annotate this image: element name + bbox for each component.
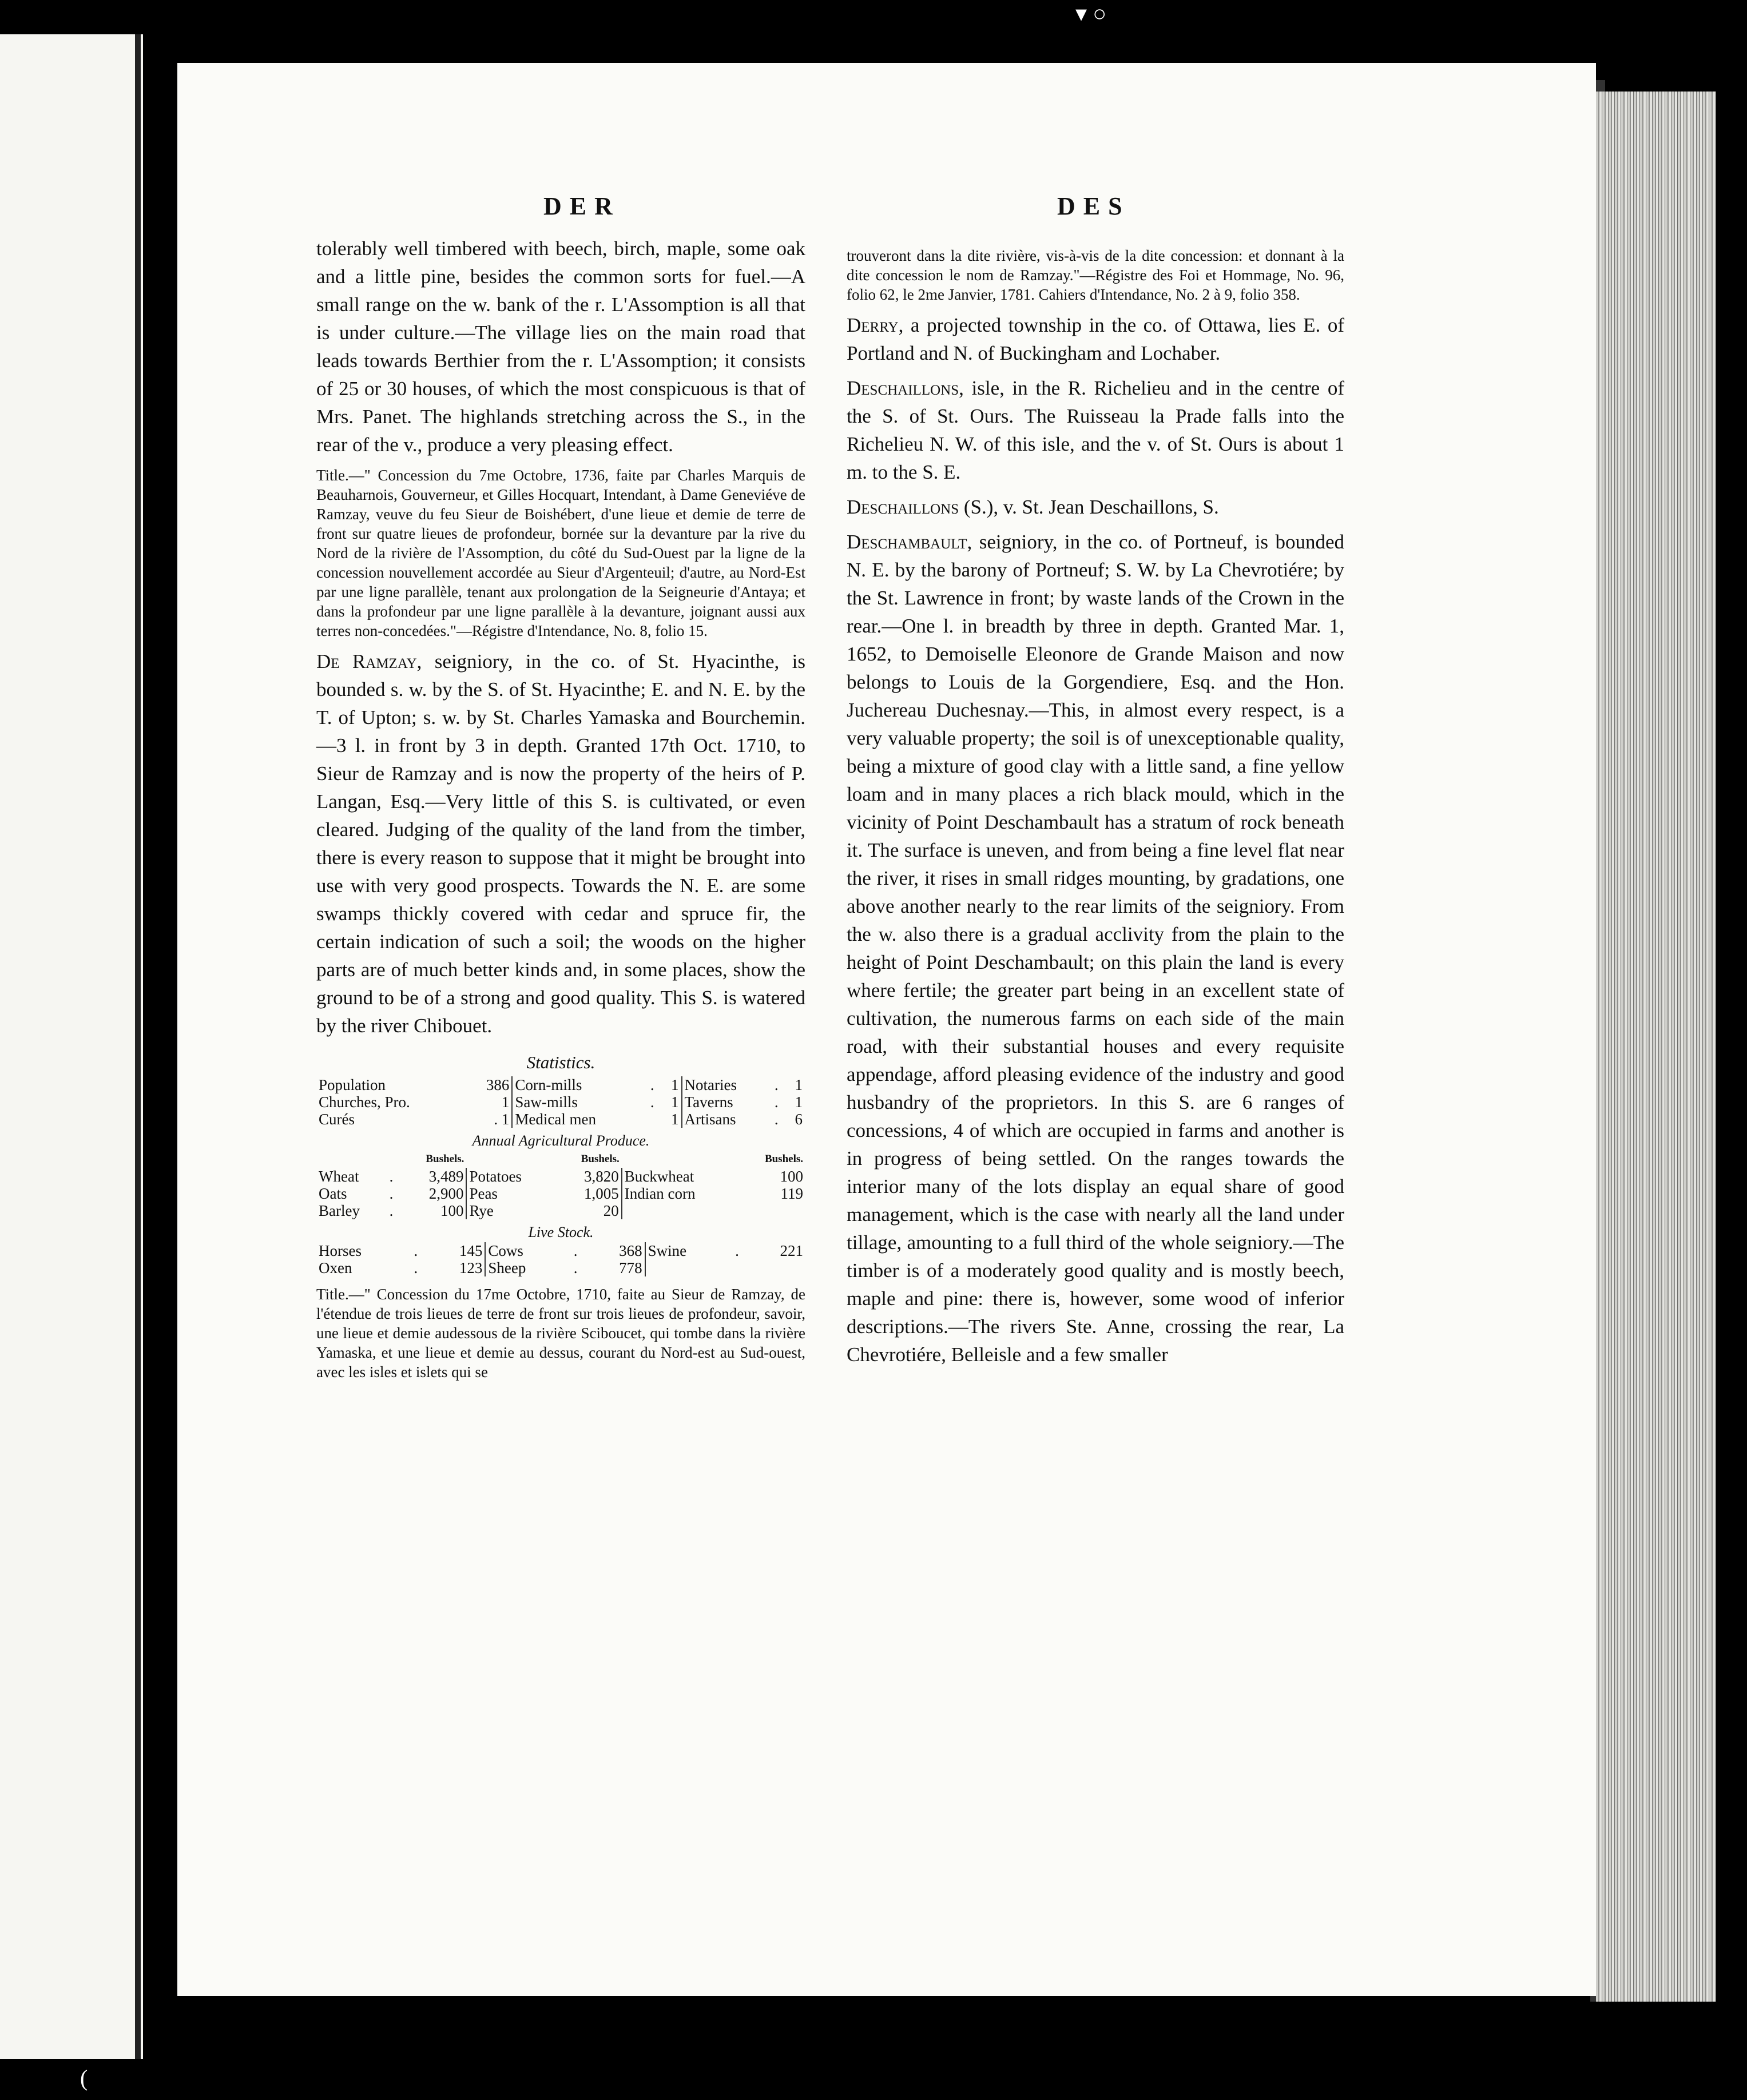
- cell: .: [389, 1168, 394, 1185]
- cell: 1: [795, 1093, 803, 1111]
- cell: .: [414, 1259, 418, 1276]
- cell: 145: [428, 1242, 485, 1259]
- facing-page-shadow: [135, 34, 141, 2059]
- entry-deschaillons-s: [847, 493, 1344, 521]
- cell: Bushels.: [426, 1153, 464, 1165]
- entry-text: v. St. Jean Deschaillons, S.: [998, 496, 1219, 518]
- cell: 1: [795, 1076, 803, 1093]
- table-row: [316, 1202, 805, 1219]
- entry-heading: Deschambault,: [847, 531, 972, 553]
- title-note-1736: Title.—" Concession du 7me Octobre, 1736, faite par Charles Marquis de Beauharnois, Gouverneur, et Gilles Hocquart, Intendant, à Dame Geneviéve de Ramzay, veuve du feu Sieur de Boishébert, d'une lieue et demie de terre de front sur quatre lieues de profondeur, bornée sur la devanture par la rive du Nord de la rivière de l'Assomption, du côté du Sud-Ouest par la ligne de la concession nouvellement accordée au Sieur d'Argenteuil; d'autre, au Nord-Est par une ligne parallèle, tenant aux prolongation de la Seigneurie d'Antaya; et dans la profondeur par une ligne parallèle à la devanture, joignant aussi aux terres non-concedées."—Régistre d'Intendance, No. 8, folio 15.: [316, 467, 805, 639]
- cell: [622, 1202, 739, 1219]
- cell: Horses: [319, 1242, 362, 1259]
- table-row: [316, 1259, 805, 1276]
- cell: Oxen: [319, 1259, 352, 1276]
- entry-de-ramzay: [316, 647, 805, 1040]
- entry-heading: De Ramzay,: [316, 650, 422, 673]
- cell: Bushels.: [764, 1153, 803, 1165]
- statistics-table: [316, 1076, 805, 1128]
- running-header-left: DER: [543, 192, 621, 220]
- facing-page-edge: [0, 34, 143, 2059]
- running-header-right: DES: [1057, 192, 1130, 220]
- cell: .: [573, 1242, 578, 1259]
- entry-text: seigniory, in the co. of St. Hyacinthe, is bounded s. w. by the S. of St. Hyacinthe; E. and N. E. by the T. of Upton; s. w. by St. Charles Yamaska and Bourchemin.—3 l. in front by 3 in depth. Granted 17th Oct. 1710, to Sieur de Ramzay and is now the property of the heirs of P. Langan, Esq.—Very little of this S. is cultivated, or even cleared. Judging of the quality of the land from the timber, there is every reason to suppose that it might be brought into use with very good prospects. Towards the N. E. are some swamps thickly covered with cedar and spruce fir, the certain indication of such a soil; the woods on the higher parts are of much better kinds and, in some places, show the ground to be of a strong and good quality. This S. is watered by the river Chibouet.: [316, 650, 805, 1037]
- table-row: [316, 1151, 805, 1168]
- cell: 1: [661, 1111, 681, 1128]
- cell: [750, 1259, 805, 1276]
- table-row: [316, 1076, 805, 1093]
- statistics-title: Statistics.: [526, 1052, 595, 1072]
- cell: Churches, Pro.: [319, 1093, 410, 1111]
- title-note-1710: Title.—" Concession du 17me Octobre, 1710, faite au Sieur de Ramzay, de l'étendue de trois lieues de terre de front sur trois lieues de profondeur, savoir, une lieue et demie audessous de la rivière Sciboucet, qui tombe dans la rivière Yamaska, et une lieue et demie au dessus, courant du Nord-est au Sud-ouest, avec les isles et islets qui se: [316, 1286, 805, 1381]
- cell: .: [650, 1076, 654, 1093]
- cell: 100: [400, 1202, 466, 1219]
- cell: 368: [588, 1242, 645, 1259]
- cell: Swine: [648, 1242, 687, 1259]
- table-row: [316, 1185, 805, 1202]
- cell: Notaries: [684, 1076, 737, 1093]
- entry-heading: Deschaillons (S.),: [847, 496, 999, 518]
- cell: Peas: [469, 1185, 498, 1202]
- cell: Medical men: [515, 1111, 597, 1128]
- cell: Saw-mills: [515, 1093, 578, 1111]
- title-note-continuation: trouveront dans la dite rivière, vis-à-vis de la dite concession: et donnant à la dite concession le nom de Ramzay."—Régistre des Foi et Hommage, No. 96, folio 62, le 2me Janvier, 1781. Cahiers d'Intendance, No. 2 à 9, folio 358.: [847, 247, 1344, 303]
- book-page-stack: [1596, 92, 1716, 2002]
- cell: . 1: [467, 1111, 512, 1128]
- cell: Indian corn: [624, 1185, 696, 1202]
- cell: 20: [555, 1202, 622, 1219]
- cell: .: [389, 1202, 394, 1219]
- cell: Cows: [488, 1242, 523, 1259]
- cell: Oats: [319, 1185, 347, 1202]
- cell: 3,489: [400, 1168, 466, 1185]
- cell: Corn-mills: [515, 1076, 582, 1093]
- cell: Buckwheat: [624, 1168, 694, 1185]
- entry-text: seigniory, in the co. of Portneuf, is bounded N. E. by the barony of Portneuf; S. W. by La Chevrotiére; by the St. Lawrence in front; by waste lands of the Crown in the rear.—One l. in breadth by three in depth. Granted Mar. 1, 1652, to Demoiselle Eleonore de Grande Maison and now belongs to Louis de la Gorgendiere, Esq. and the Hon. Juchereau Duchesnay.—This, in almost every respect, is a very valuable property; the soil is of unexceptionable quality, being a mixture of good clay with a little sand, a fine yellow loam and in many places a rich black mould, which in the vicinity of Point Deschambault has a stratum of rock beneath it. The surface is uneven, and from being a fine level flat near the river, it rises in small ridges mounting, by gradations, one above another nearly to the rear limits of the seigniory. From the w. also there is a gradual acclivity from the plain to the height of Point Deschambault; on this plain the land is every where fertile; the greater part being in an excellent state of cultivation, the numerous farms on each side of the main road, with their substantial houses and every requisite appendage, afford pleasing evidence of the industry and good husbandry of the proprietors. In this S. are 6 ranges of concessions, 4 of which are occupied in farms and another is in progress of being settled. On the ranges towards the interior many of the lots display an equal share of good management, which is the case with nearly all the land under tillage, amounting to a full third of the whole seigniory.—The timber is of a moderately good quality and is mostly beech, maple and pine: there is, however, some wood of inferior descriptions.—The rivers Ste. Anne, crossing the rear, La Chevrotiére, Belleisle and a few smaller: [847, 531, 1344, 1366]
- cell: 119: [780, 1185, 803, 1202]
- produce-table: [316, 1151, 805, 1219]
- cell: .: [774, 1076, 779, 1093]
- entry-heading: Derry,: [847, 314, 904, 336]
- cell: .: [389, 1185, 394, 1202]
- cell: .: [774, 1093, 779, 1111]
- cell: 1: [467, 1093, 512, 1111]
- table-row: [316, 1168, 805, 1185]
- cell: Bushels.: [581, 1153, 620, 1165]
- cell: Artisans: [684, 1111, 736, 1128]
- cell: .: [573, 1259, 578, 1276]
- cell: 221: [780, 1242, 803, 1259]
- produce-title: Annual Agricultural Produce.: [472, 1132, 650, 1149]
- paragraph-lassomption: tolerably well timbered with beech, birch, maple, some oak and a little pine, besides the common sorts for fuel.—A small range on the w. bank of the r. L'Assomption is all that is under culture.—The village lies on the main road that leads towards Berthier from the r. L'Assomption; it consists of 25 or 30 houses, of which the most conspicuous is that of Mrs. Panet. The highlands stretching across the S., in the rear of the v., produce a very pleasing effect.: [316, 237, 805, 456]
- table-row: [316, 1093, 805, 1111]
- cell: [733, 1259, 750, 1276]
- entry-deschaillons-isle: [847, 374, 1344, 486]
- cell: Population: [319, 1076, 386, 1093]
- cell: Potatoes: [469, 1168, 522, 1185]
- entry-deschambault: [847, 528, 1344, 1369]
- cell: [739, 1202, 805, 1219]
- left-column: [316, 234, 805, 1389]
- cell: 3,820: [555, 1168, 622, 1185]
- cell: .: [650, 1093, 654, 1111]
- table-row: [316, 1242, 805, 1259]
- cell: [645, 1259, 733, 1276]
- cell: 1: [661, 1076, 681, 1093]
- entry-heading: Deschaillons,: [847, 377, 964, 399]
- cell: Taverns: [684, 1093, 733, 1111]
- livestock-title: Live Stock.: [528, 1224, 594, 1240]
- entry-derry: [847, 311, 1344, 367]
- table-row: [316, 1111, 805, 1128]
- cell: 100: [780, 1168, 803, 1185]
- cell: 386: [467, 1076, 512, 1093]
- cell: 6: [795, 1111, 803, 1128]
- entry-text: isle, in the R. Richelieu and in the centre of the S. of St. Ours. The Ruisseau la Prade falls into the Richelieu N. W. of this isle, and the v. of St. Ours is about 1 m. to the S. E.: [847, 377, 1344, 483]
- cell: .: [735, 1242, 739, 1259]
- cell: 2,900: [400, 1185, 466, 1202]
- cell: Barley: [319, 1202, 360, 1219]
- cell: [648, 1111, 661, 1128]
- scan-speck-icon: ▾ ○: [1075, 1, 1107, 26]
- cell: Wheat: [319, 1168, 359, 1185]
- cell: Rye: [469, 1202, 494, 1219]
- livestock-table: [316, 1242, 805, 1276]
- cell: .: [414, 1242, 418, 1259]
- cell: 123: [428, 1259, 485, 1276]
- entry-text: a projected township in the co. of Ottawa, lies E. of Portland and N. of Buckingham and Lochaber.: [847, 314, 1344, 364]
- cell: .: [774, 1111, 779, 1128]
- right-column: [847, 246, 1344, 1375]
- cell: Curés: [319, 1111, 355, 1128]
- cell: Sheep: [488, 1259, 526, 1276]
- cell: 778: [588, 1259, 645, 1276]
- cell: 1: [661, 1093, 681, 1111]
- scan-mark-icon: (: [80, 2065, 88, 2091]
- cell: 1,005: [555, 1185, 622, 1202]
